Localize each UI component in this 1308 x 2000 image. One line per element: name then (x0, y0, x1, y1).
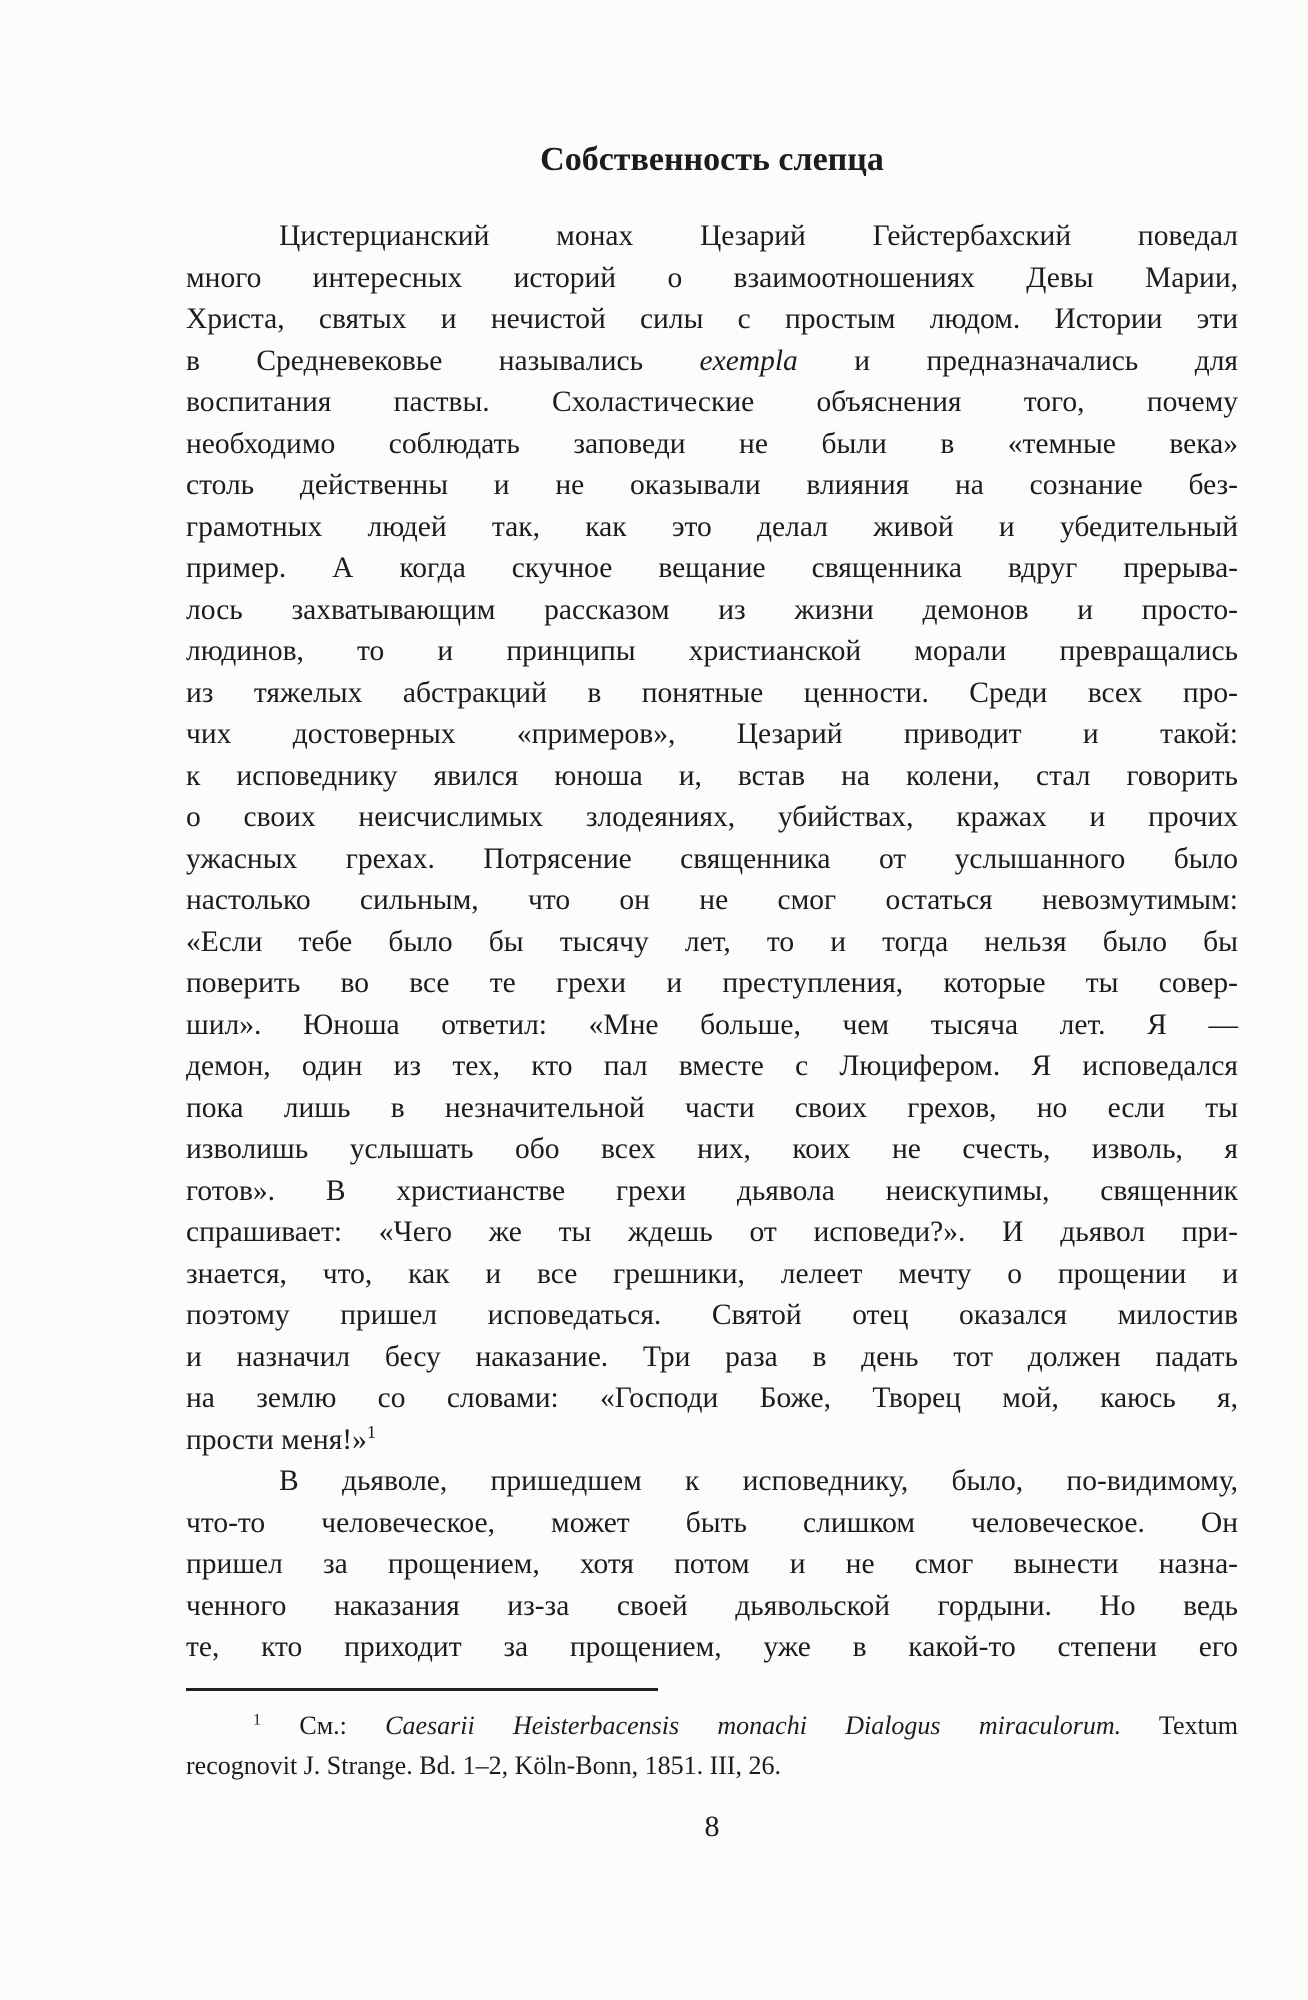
text-line: настолько сильным, что он не смог остаться невозмутимым: (186, 884, 1238, 916)
text-segment: и предназначались для (797, 344, 1238, 377)
text-line: на землю со словами: «Господи Боже, Творец мой, каюсь я, (186, 1382, 1238, 1414)
footnote-text: Textum (1121, 1711, 1238, 1740)
text-line: ужасных грехах. Потрясение священника от услышанного было (186, 842, 1238, 875)
text-line: чих достоверных «примеров», Цезарий приводит и такой: (186, 718, 1238, 750)
text-line: лось захватывающим рассказом из жизни демонов и просто- (186, 593, 1238, 626)
footnote (186, 1706, 1238, 1786)
footnote-intro: См.: (261, 1711, 386, 1740)
page-number: 8 (704, 1810, 720, 1843)
text-line: шил». Юноша ответил: «Мне больше, чем тысяча лет. Я — (186, 1008, 1238, 1041)
footnote-line: recognovit J. Strange. Bd. 1–2, Köln-Bonn, 1851. III, 26. (186, 1751, 782, 1780)
text-line: необходимо соблюдать заповеди не были в «темные века» (186, 427, 1238, 460)
footnote-divider (186, 1688, 658, 1691)
page-title: Собственность слепца (540, 141, 884, 178)
text-line: знается, что, как и все грешники, лелеет мечту о прощении и (186, 1257, 1238, 1290)
text-line: поверить во все те грехи и преступления, которые ты совер- (186, 967, 1238, 999)
footnote-marker: 1 (253, 1711, 262, 1729)
text-line: из тяжелых абстракций в понятные ценности. Среди всех про- (186, 676, 1238, 709)
text-segment: в Средневековье назывались (186, 344, 700, 377)
text-line: столь действенны и не оказывали влияния на сознание без- (186, 469, 1238, 501)
text-line: те, кто приходит за прощением, уже в какой-то степени его (186, 1631, 1238, 1663)
text-line: готов». В христианстве грехи дьявола неискупимы, священник (186, 1174, 1238, 1207)
text-line: пример. А когда скучное вещание священника вдруг прерыва- (186, 552, 1238, 584)
text-line: о своих неисчислимых злодеяниях, убийствах, кражах и прочих (186, 801, 1238, 833)
text-line: пришел за прощением, хотя потом и не смог вынести назна- (186, 1548, 1238, 1580)
text-line-with-latin-term (186, 341, 1238, 383)
footnote-line (186, 1706, 1238, 1746)
text-line: В дьяволе, пришедшем к исповеднику, было, по-видимому, (279, 1465, 1238, 1497)
text-line: демон, один из тех, кто пал вместе с Люцифером. Я исповедался (186, 1050, 1238, 1082)
text-line: «Если тебе было бы тысячу лет, то и тогда нельзя было бы (186, 925, 1238, 958)
text-line-with-footnote-ref (186, 1420, 1238, 1462)
text-line: людинов, то и принципы христианской морали превращались (186, 635, 1238, 667)
text-line: грамотных людей так, как это делал живой и убедительный (186, 510, 1238, 543)
text-line: к исповеднику явился юноша и, встав на колени, стал говорить (186, 759, 1238, 792)
footnote-reference: 1 (366, 1421, 377, 1442)
text-line: много интересных историй о взаимоотношениях Девы Марии, (186, 261, 1238, 294)
text-line: ченного наказания из-за своей дьявольской гордыни. Но ведь (186, 1589, 1238, 1622)
text-line: спрашивает: «Чего же ты ждешь от исповеди?». И дьявол при- (186, 1216, 1238, 1248)
text-line: и назначил бесу наказание. Три раза в день тот должен падать (186, 1340, 1238, 1373)
text-line: что-то человеческое, может быть слишком человеческое. Он (186, 1506, 1238, 1539)
latin-term: exempla (699, 344, 798, 377)
footnote-source-title: Caesarii Heisterbacensis monachi Dialogus miraculorum. (385, 1711, 1122, 1740)
text-line: воспитания паствы. Схоластические объяснения того, почему (186, 386, 1238, 418)
text-segment: прости меня!» (186, 1423, 367, 1456)
text-line: Христа, святых и нечистой силы с простым людом. Истории эти (186, 303, 1238, 335)
text-line: изволишь услышать обо всех них, коих не счесть, изволь, я (186, 1133, 1238, 1165)
main-text (186, 216, 1238, 1669)
text-line: Цистерцианский монах Цезарий Гейстербахский поведал (279, 220, 1238, 252)
text-line: пока лишь в незначительной части своих грехов, но если ты (186, 1091, 1238, 1124)
text-line: поэтому пришел исповедаться. Святой отец оказался милостив (186, 1299, 1238, 1331)
